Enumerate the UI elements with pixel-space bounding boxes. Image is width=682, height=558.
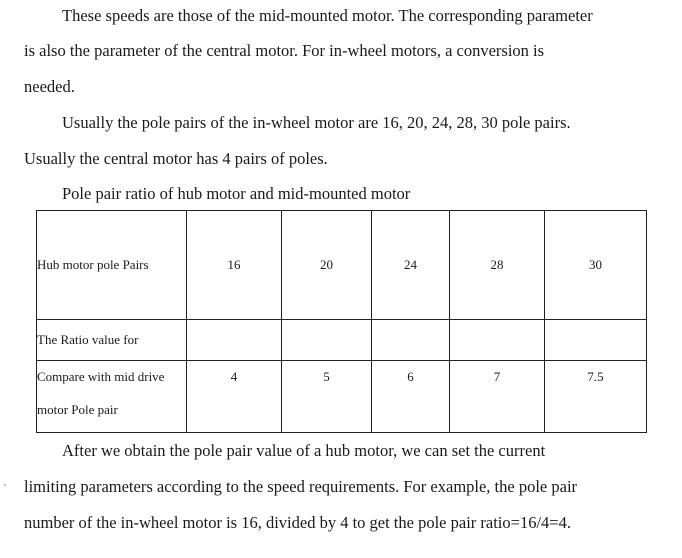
empty-cell: [545, 320, 647, 361]
hub-pole-pairs-cell: 28: [450, 211, 545, 320]
paragraph-2-line-1: Usually the pole pairs of the in-wheel motor are 16, 20, 24, 28, 30 pole pairs.: [62, 113, 571, 132]
hub-pole-pairs-cell: 24: [372, 211, 450, 320]
paragraph-1-line-2: is also the parameter of the central motor. For in-wheel motors, a conversion is: [24, 41, 545, 60]
paragraph-1-line-1: These speeds are those of the mid-mounted motor. The corresponding parameter: [62, 6, 593, 25]
paragraph-3-line-1: After we obtain the pole pair value of a hub motor, we can set the current: [62, 441, 546, 460]
table-row-ratio-heading: [37, 320, 647, 361]
row-label-ratio-value: The Ratio value for: [37, 320, 187, 361]
empty-cell: [372, 320, 450, 361]
hub-pole-pairs-cell: 20: [282, 211, 372, 320]
row-label-compare-line: Compare with mid drive: [37, 369, 165, 384]
ratio-value-cell: 5: [282, 361, 372, 433]
paragraph-3-line-3: number of the in-wheel motor is 16, divided by 4 to get the pole pair ratio=16/4=4.: [24, 513, 571, 532]
paragraph-1-line-3: needed.: [24, 77, 75, 96]
hub-pole-pairs-cell: 16: [187, 211, 282, 320]
empty-cell: [450, 320, 545, 361]
empty-cell: [282, 320, 372, 361]
margin-mark: [4, 484, 6, 486]
ratio-value-cell: 6: [372, 361, 450, 433]
row-label-pole-pair-line: motor Pole pair: [37, 402, 118, 417]
table-row-ratio-values: [37, 361, 647, 433]
pole-pair-ratio-table: [36, 210, 647, 433]
empty-cell: [187, 320, 282, 361]
paragraph-3-line-2: limiting parameters according to the speed requirements. For example, the pole pair: [24, 477, 578, 496]
row-label-compare-mid-drive: [37, 361, 187, 433]
hub-pole-pairs-cell: 30: [545, 211, 647, 320]
table-caption: Pole pair ratio of hub motor and mid-mounted motor: [62, 184, 411, 203]
paragraph-2-line-2: Usually the central motor has 4 pairs of poles.: [24, 149, 328, 168]
ratio-value-cell: 7: [450, 361, 545, 433]
ratio-value-cell: 7.5: [545, 361, 647, 433]
ratio-value-cell: 4: [187, 361, 282, 433]
row-label-hub-pole-pairs: Hub motor pole Pairs: [37, 211, 187, 320]
table-row-hub-pole-pairs: [37, 211, 647, 320]
